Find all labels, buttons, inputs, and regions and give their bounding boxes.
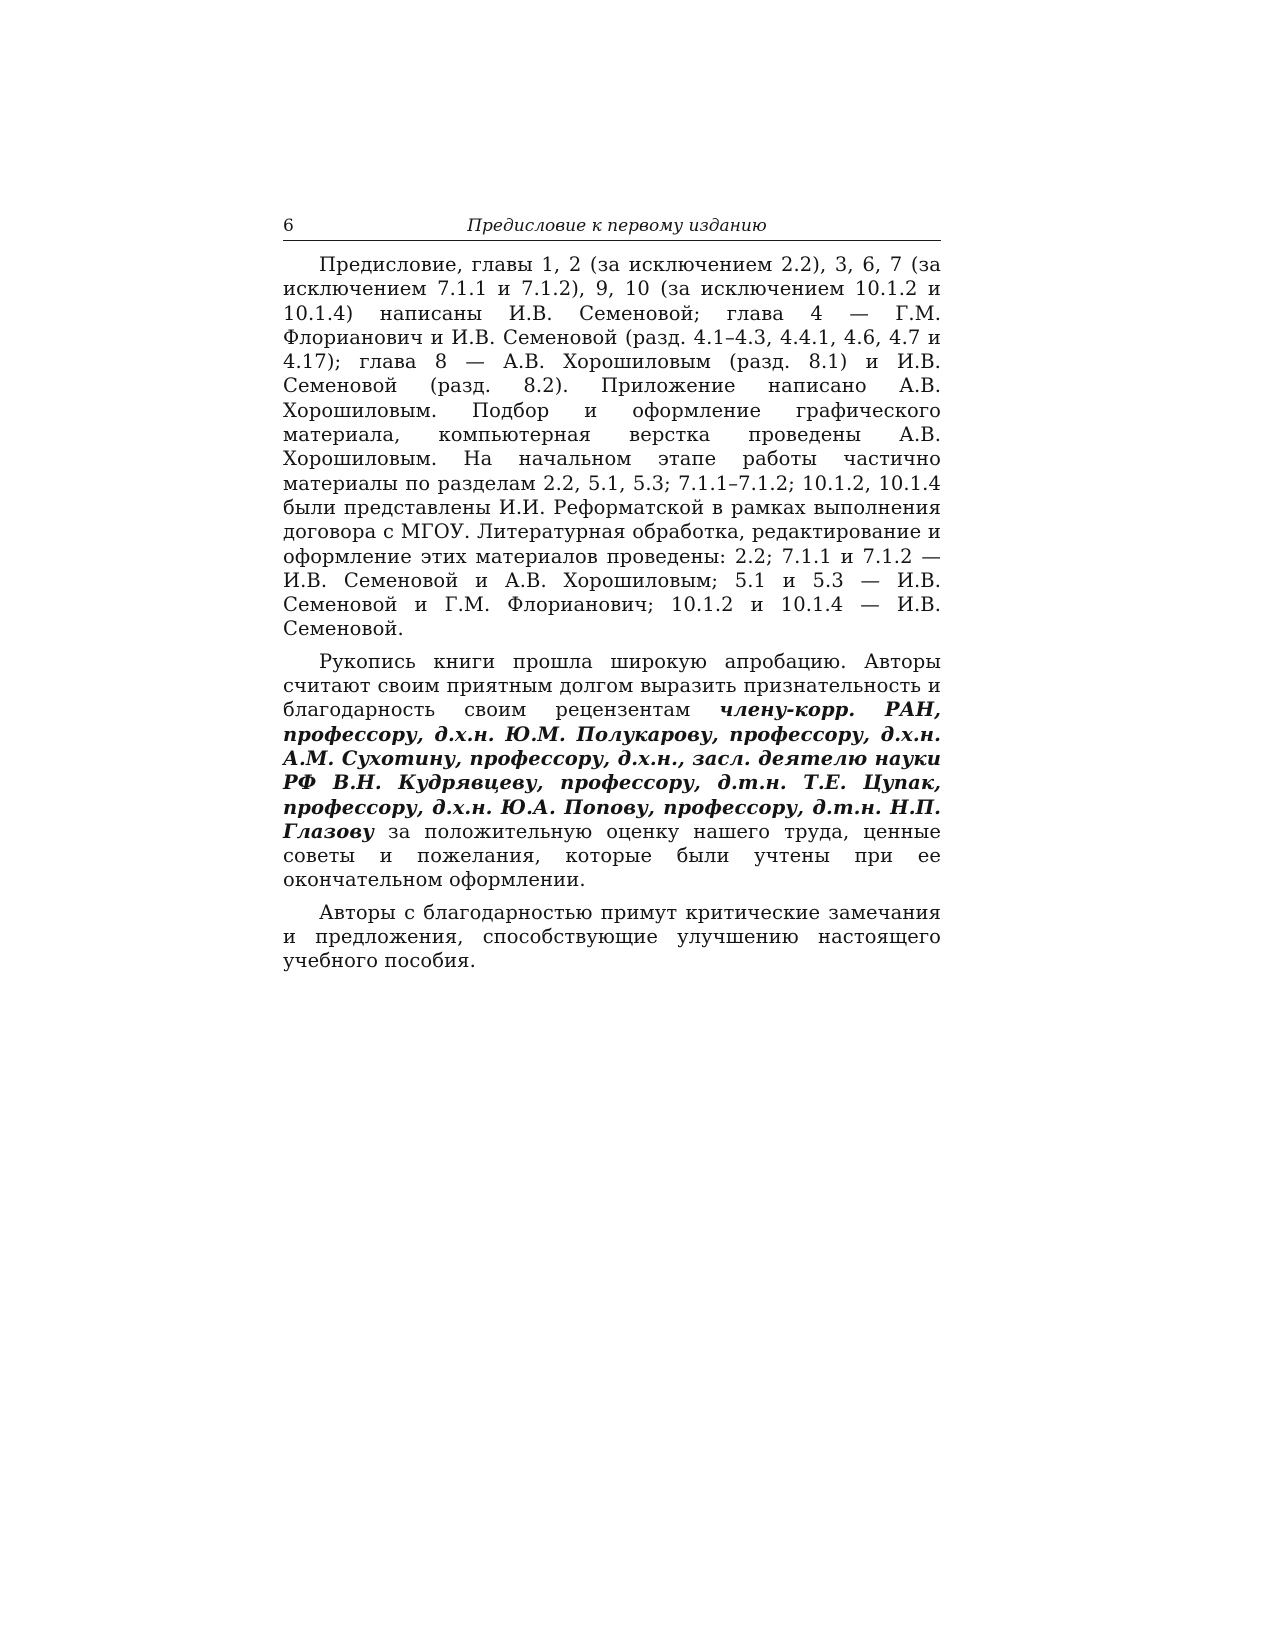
paragraph-feedback: Авторы с благодарностью примут критические замечания и предложения, способствующие улучшению настоящего учебного пособия. [283,900,941,973]
reviewers-list: члену-корр. РАН, профессору, д.х.н. Ю.М. Полукарову, профессору, д.х.н. А.М. Сухотину, профессору, д.х.н., засл. деятелю науки РФ В.Н. Кудрявцеву, профессору, д.т.н. Т.Е. Цупак, профессору, д.х.н. Ю.А. Попову, профессору, д.т.н. Н.П. Глазову [283,698,942,843]
running-title: Предисловие к первому изданию [467,216,767,236]
acknowledgements-closing: за положительную оценку нашего труда, ценные советы и пожелания, которые были учтены при ее окончательном оформлении. [283,819,941,892]
page-number: 6 [283,216,294,236]
book-page [283,216,941,982]
paragraph-acknowledgements [283,650,941,893]
paragraph-authorship: Предисловие, главы 1, 2 (за исключением 2.2), 3, 6, 7 (за исключением 7.1.1 и 7.1.2), 9, 10 (за исключением 10.1.2 и 10.1.4) написаны И.В. Семеновой; глава 4 — Г.М. Флорианович и И.В. Семеновой (разд. 4.1–4.3, 4.4.1, 4.6, 4.7 и 4.17); глава 8 — А.В. Хорошиловым (разд. 8.1) и И.В. Семеновой (разд. 8.2). Приложение написано А.В. Хорошиловым. Подбор и оформление графического материала, компьютерная верстка проведены А.В. Хорошиловым. На начальном этапе работы частично материалы по разделам 2.2, 5.1, 5.3; 7.1.1–7.1.2; 10.1.2, 10.1.4 были представлены И.И. Реформатской в рамках выполнения договора с МГОУ. Литературная обработка, редактирование и оформление этих материалов проведены: 2.2; 7.1.1 и 7.1.2 — И.В. Семеновой и А.В. Хорошиловым; 5.1 и 5.3 — И.В. Семеновой и Г.М. Флорианович; 10.1.2 и 10.1.4 — И.В. Семеновой. [283,253,941,641]
body-text [283,253,941,974]
acknowledgements-intro: Рукопись книги прошла широкую апробацию. Авторы считают своим приятным долгом выразить признательность и благодарность своим рецензентам [283,649,941,722]
running-head [283,216,941,241]
